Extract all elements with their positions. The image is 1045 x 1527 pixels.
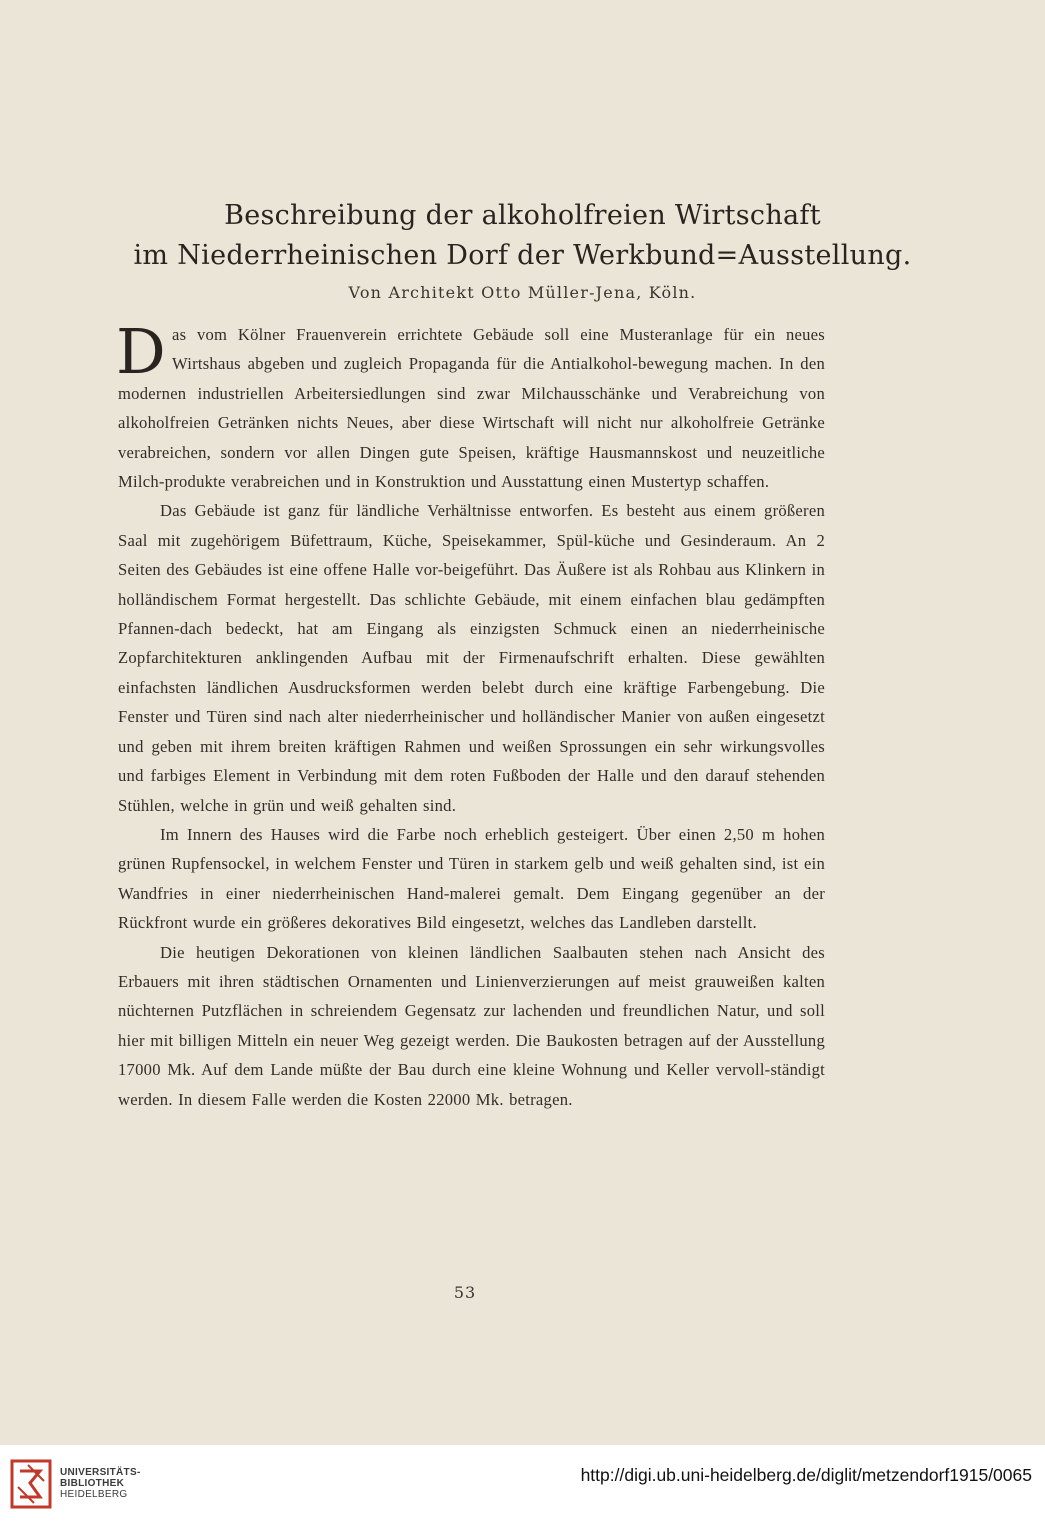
library-name-line-2: BIBLIOTHEK [60,1478,125,1489]
paragraph-4: Die heutigen Dekorationen von kleinen ländlichen Saalbauten stehen nach Ansicht des Erbauers mit ihren städtischen Ornamenten und Linienverzierungen auf meist grauweißen kalten nüchternen Putzflächen in schreiendem Gegensatz zur lachenden und freundlichen Natur, und soll hier mit billigen Mitteln ein neuer Weg gezeigt werden. Die Baukosten betragen auf der Ausstellung 17000 Mk. Auf dem Lande müßte der Bau durch eine kleine Wohnung und Keller vervoll-ständigt werden. In diesem Falle werden die Kosten 22000 Mk. betragen. [118,942,825,1109]
paragraph-2: Das Gebäude ist ganz für ländliche Verhältnisse entworfen. Es besteht aus einem größeren Saal mit zugehörigem Büfettraum, Küche, Speisekammer, Spül-küche und Gesinderaum. An 2 Seiten des Gebäudes ist eine offene Halle vor-beigeführt. Das Äußere ist als Rohbau aus Klinkern in holländischem Format hergestellt. Das schlichte Gebäude, mit einem einfachen blau gedämpften Pfannen-dach bedeckt, hat am Eingang als einzigsten Schmuck einen an niederrheinische Zopfarchitekturen anklingenden Aufbau mit der Firmenaufschrift erhalten. Diese gewählten einfachsten ländlichen Ausdrucksformen werden belebt durch eine kräftige Farbengebung. Die Fenster und Türen sind nach alter niederrheinischer und holländischer Manier von außen eingesetzt und geben mit ihrem breiten kräftigen Rahmen und weißen Sprossungen ein sehr wirkungsvolles und farbiges Element in Verbindung mit dem roten Fußboden der Halle und den darauf stehenden Stühlen, welche in grün und weiß gehalten sind. [118,501,825,815]
source-url-link[interactable]: http://digi.ub.uni-heidelberg.de/diglit/metzendorf1915/0065 [580,1465,1032,1485]
library-logo-icon [10,1459,52,1509]
paragraph-1-text: as vom Kölner Frauenverein errichtete Gebäude soll eine Musteranlage für ein neues Wirtshaus abgeben und zugleich Propaganda für die Antialkohol-bewegung machen. In den modernen industriellen Arbeitersiedlungen sind zwar Milchausschänke und Verabreichung von alkoholfreien Getränken nichts Neues, aber diese Wirtschaft will nicht nur alkoholfreie Getränke verabreichen, sondern vor allen Dingen gute Speisen, kräftige Hausmannskost und neuzeitliche Milch-produkte verabreichen und in Konstruktion und Ausstattung einen Mustertyp schaffen. [118,325,825,492]
page-number: 53 [453,1283,477,1302]
title-line-2: im Niederrheinischen Dorf der Werkbund=Ausstellung. [133,240,912,271]
title-line-1: Beschreibung der alkoholfreien Wirtschaft [224,200,821,231]
library-name [60,1467,141,1500]
library-name-line-1: UNIVERSITÄTS- [60,1467,141,1478]
drop-cap: D [116,315,166,388]
paragraph-3: Im Innern des Hauses wird die Farbe noch erheblich gesteigert. Über einen 2,50 m hohen grünen Rupfensockel, in welchem Fenster und Türen in starkem gelb und weiß gehalten sind, ist ein Wandfries in einer niederrheinischen Hand-malerei gemalt. Dem Eingang gegenüber an der Rückfront wurde ein größeres dekoratives Bild eingesetzt, welches das Landleben darstellt. [118,824,825,933]
footer-bar [0,1445,1045,1527]
article-body [116,315,825,1114]
author-byline: Von Architekt Otto Müller-Jena, Köln. [348,283,697,302]
library-name-line-3: HEIDELBERG [60,1489,128,1500]
paragraph-1 [116,315,825,496]
